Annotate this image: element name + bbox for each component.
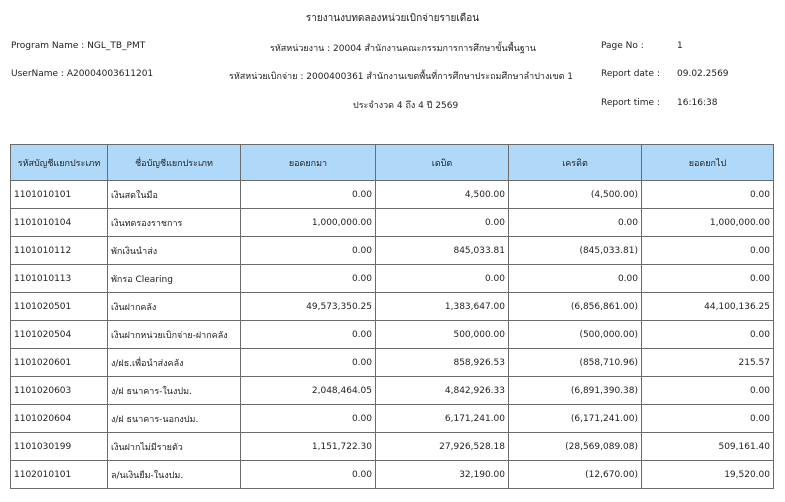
account-name-cell: ง/ฝ ธนาคาร-ในงปม. <box>108 377 241 405</box>
table-row <box>11 237 774 265</box>
table-row <box>11 433 774 461</box>
table-row <box>11 181 774 209</box>
credit-cell: (845,033.81) <box>509 237 642 265</box>
opening-balance-cell: 0.00 <box>241 181 376 209</box>
trial-balance-table <box>10 144 774 489</box>
account-code-cell: 1101010113 <box>11 265 108 293</box>
table-row <box>11 349 774 377</box>
username: UserName : A20004003611201 <box>11 69 154 79</box>
agency-code: รหัสหน่วยงาน : 20004 สำนักงานคณะกรรมการการศึกษาขั้นพื้นฐาน <box>270 44 536 54</box>
account-code-cell: 1101010112 <box>11 237 108 265</box>
column-header-credit: เครดิต <box>509 145 642 181</box>
column-header-debit: เดบิต <box>376 145 509 181</box>
closing-balance-cell: 44,100,136.25 <box>642 293 774 321</box>
account-name-cell: เงินทดรองราชการ <box>108 209 241 237</box>
report-period: ประจำงวด 4 ถึง 4 ปี 2569 <box>353 101 459 111</box>
column-header-opening-balance: ยอดยกมา <box>241 145 376 181</box>
credit-cell: (500,000.00) <box>509 321 642 349</box>
closing-balance-cell: 0.00 <box>642 181 774 209</box>
debit-cell: 500,000.00 <box>376 321 509 349</box>
account-name-cell: เงินสดในมือ <box>108 181 241 209</box>
column-header-account-code: รหัสบัญชีแยกประเภท <box>11 145 108 181</box>
closing-balance-cell: 0.00 <box>642 265 774 293</box>
credit-cell: 0.00 <box>509 209 642 237</box>
account-code-cell: 1101030199 <box>11 433 108 461</box>
page-no-label: Page No : <box>601 41 644 51</box>
account-code-cell: 1101010104 <box>11 209 108 237</box>
credit-cell: (12,670.00) <box>509 461 642 489</box>
closing-balance-cell: 0.00 <box>642 377 774 405</box>
account-name-cell: ง/ฝ ธนาคาร-นอกงปม. <box>108 405 241 433</box>
opening-balance-cell: 1,000,000.00 <box>241 209 376 237</box>
debit-cell: 1,383,647.00 <box>376 293 509 321</box>
column-header-account-name: ชื่อบัญชีแยกประเภท <box>108 145 241 181</box>
account-name-cell: พักเงินนำส่ง <box>108 237 241 265</box>
opening-balance-cell: 49,573,350.25 <box>241 293 376 321</box>
account-name-cell: เงินฝากหน่วยเบิกจ่าย-ฝากคลัง <box>108 321 241 349</box>
debit-cell: 32,190.00 <box>376 461 509 489</box>
debit-cell: 845,033.81 <box>376 237 509 265</box>
account-name-cell: เงินฝากไม่มีรายตัว <box>108 433 241 461</box>
debit-cell: 0.00 <box>376 265 509 293</box>
report-date-value: 09.02.2569 <box>677 69 729 79</box>
credit-cell: (858,710.96) <box>509 349 642 377</box>
table-row <box>11 405 774 433</box>
page-no-value: 1 <box>677 41 683 51</box>
opening-balance-cell: 0.00 <box>241 405 376 433</box>
column-header-closing-balance: ยอดยกไป <box>642 145 774 181</box>
closing-balance-cell: 19,520.00 <box>642 461 774 489</box>
program-name: Program Name : NGL_TB_PMT <box>11 41 146 51</box>
debit-cell: 27,926,528.18 <box>376 433 509 461</box>
credit-cell: (6,171,241.00) <box>509 405 642 433</box>
opening-balance-cell: 0.00 <box>241 349 376 377</box>
credit-cell: (6,891,390.38) <box>509 377 642 405</box>
closing-balance-cell: 215.57 <box>642 349 774 377</box>
table-row <box>11 293 774 321</box>
debit-cell: 4,500.00 <box>376 181 509 209</box>
debit-cell: 6,171,241.00 <box>376 405 509 433</box>
closing-balance-cell: 1,000,000.00 <box>642 209 774 237</box>
account-code-cell: 1101020604 <box>11 405 108 433</box>
table-header-row <box>11 145 774 181</box>
table-row <box>11 377 774 405</box>
debit-cell: 0.00 <box>376 209 509 237</box>
credit-cell: (28,569,089.08) <box>509 433 642 461</box>
account-code-cell: 1101020504 <box>11 321 108 349</box>
table-row <box>11 461 774 489</box>
account-code-cell: 1101020501 <box>11 293 108 321</box>
closing-balance-cell: 0.00 <box>642 321 774 349</box>
closing-balance-cell: 509,161.40 <box>642 433 774 461</box>
account-name-cell: ง/ฝธ.เพื่อนำส่งคลัง <box>108 349 241 377</box>
opening-balance-cell: 0.00 <box>241 321 376 349</box>
closing-balance-cell: 0.00 <box>642 237 774 265</box>
disbursing-unit-code: รหัสหน่วยเบิกจ่าย : 2000400361 สำนักงานเขตพื้นที่การศึกษาประถมศึกษาลำปางเขต 1 <box>229 72 574 82</box>
account-code-cell: 1101020601 <box>11 349 108 377</box>
credit-cell: (6,856,861.00) <box>509 293 642 321</box>
table-row <box>11 321 774 349</box>
report-time-label: Report time : <box>601 98 660 108</box>
report-date-label: Report date : <box>601 69 660 79</box>
table-row <box>11 265 774 293</box>
credit-cell: (4,500.00) <box>509 181 642 209</box>
debit-cell: 858,926.53 <box>376 349 509 377</box>
opening-balance-cell: 0.00 <box>241 237 376 265</box>
account-name-cell: ล/นเงินยืม-ในงปม. <box>108 461 241 489</box>
report-time-value: 16:16:38 <box>677 98 718 108</box>
report-title: รายงานงบทดลองหน่วยเบิกจ่ายรายเดือน <box>305 13 480 24</box>
account-name-cell: พักรอ Clearing <box>108 265 241 293</box>
table-body <box>11 181 774 489</box>
debit-cell: 4,842,926.33 <box>376 377 509 405</box>
opening-balance-cell: 2,048,464.05 <box>241 377 376 405</box>
opening-balance-cell: 1,151,722.30 <box>241 433 376 461</box>
account-code-cell: 1101010101 <box>11 181 108 209</box>
opening-balance-cell: 0.00 <box>241 265 376 293</box>
closing-balance-cell: 0.00 <box>642 405 774 433</box>
account-code-cell: 1102010101 <box>11 461 108 489</box>
account-name-cell: เงินฝากคลัง <box>108 293 241 321</box>
credit-cell: 0.00 <box>509 265 642 293</box>
table-row <box>11 209 774 237</box>
account-code-cell: 1101020603 <box>11 377 108 405</box>
opening-balance-cell: 0.00 <box>241 461 376 489</box>
